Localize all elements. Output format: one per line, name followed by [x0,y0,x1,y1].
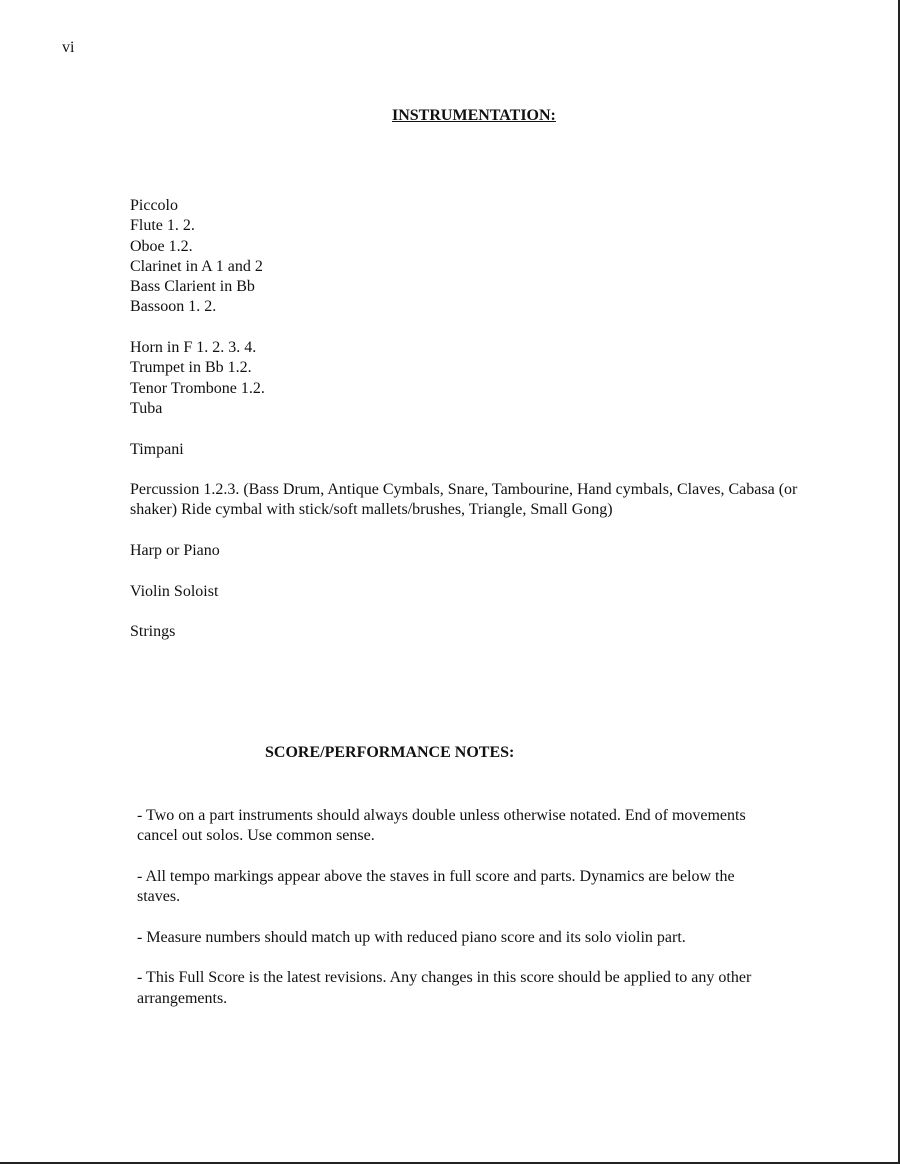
strings-group [130,622,830,642]
instrument-item: Timpani [130,440,184,458]
instrument-item: Trumpet in Bb 1.2. [130,359,252,377]
note-item: - Measure numbers should match up with reduced piano score and its solo violin part. [137,928,686,946]
instrument-item: Bassoon 1. 2. [130,298,217,316]
woodwinds-group [130,196,830,318]
instrument-item: Piccolo [130,197,178,214]
instrument-item: Bass Clarient in Bb [130,278,255,296]
instrument-item: Oboe 1.2. [130,237,193,255]
instrument-item: Clarinet in A 1 and 2 [130,257,263,275]
instrument-item: Harp or Piano [130,542,220,560]
instrumentation-title: INSTRUMENTATION: [392,107,556,124]
instrumentation-list [130,196,830,663]
note-item: - Two on a part instruments should always double unless otherwise notated. End of movements cancel out solos. Use common sense. [137,807,746,845]
timpani-group [130,440,830,460]
instrument-item: Horn in F 1. 2. 3. 4. [130,339,257,357]
notes-list [137,806,777,1029]
note-item: - This Full Score is the latest revisions. Any changes in this score should be applied to any other arrangements. [137,969,752,1007]
instrument-item: Strings [130,623,176,641]
notes-title: SCORE/PERFORMANCE NOTES: [265,744,515,761]
instrument-item: Percussion 1.2.3. (Bass Drum, Antique Cymbals, Snare, Tambourine, Hand cymbals, Claves, Cabasa (or shaker) Ride cymbal with stick/soft mallets/brushes, Triangle, Small Gong) [130,481,798,519]
soloist-group [130,582,830,602]
instrument-item: Tuba [130,399,163,417]
brass-group [130,338,830,419]
instrument-item: Violin Soloist [130,582,219,600]
percussion-group [130,480,830,521]
instrument-item: Flute 1. 2. [130,217,195,235]
note-item: - All tempo markings appear above the staves in full score and parts. Dynamics are below the staves. [137,867,735,906]
instrument-item: Tenor Trombone 1.2. [130,379,265,397]
harp-group [130,541,830,561]
page-number: vi [62,39,75,56]
